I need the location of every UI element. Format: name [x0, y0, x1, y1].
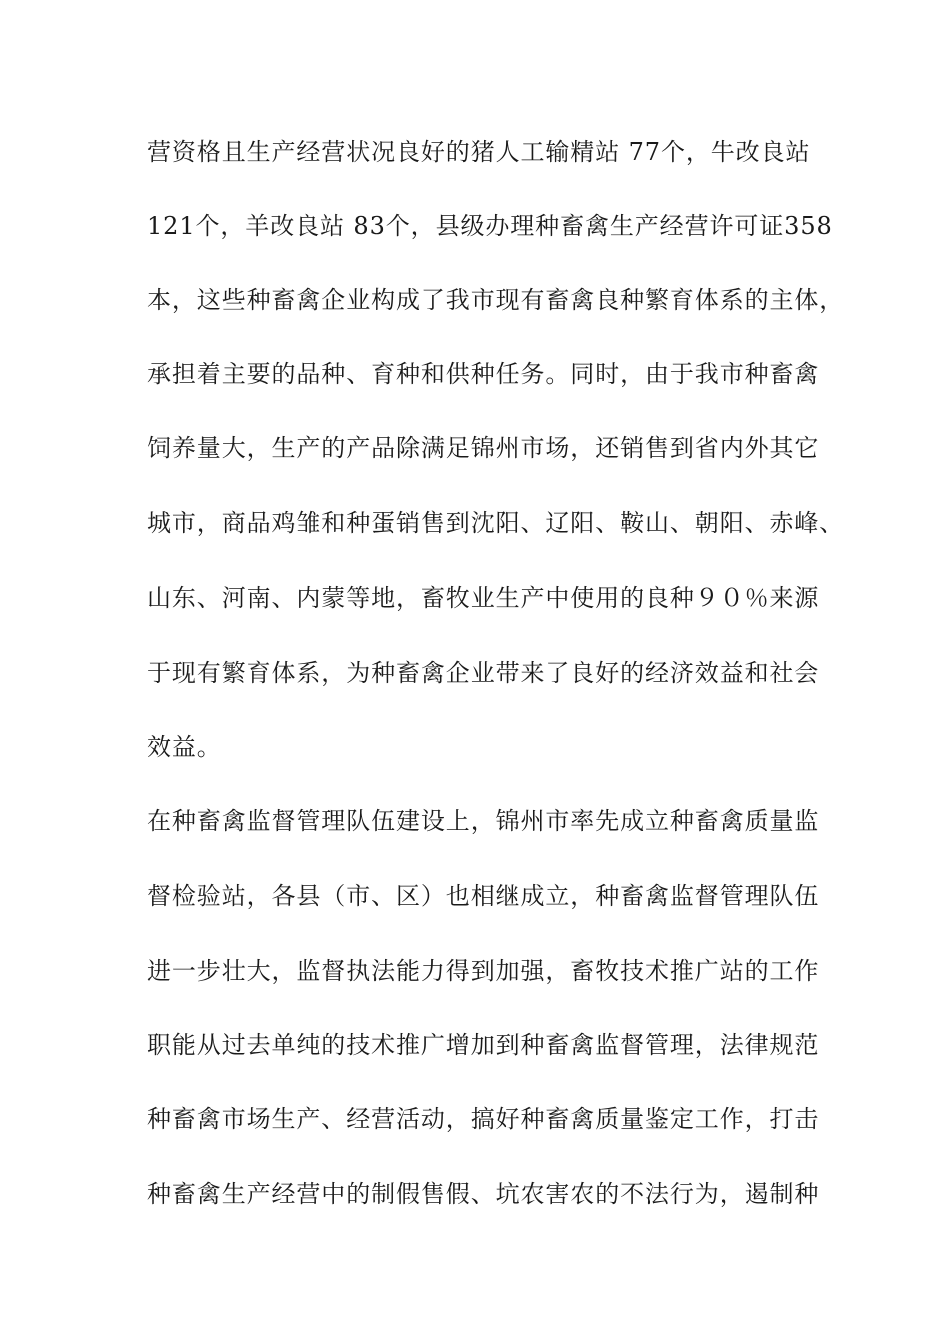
text-line: 饲养量大，生产的产品除满足锦州市场，还销售到省内外其它: [147, 434, 820, 462]
text-line: 营资格且生产经营状况良好的猪人工输精站 77个，牛改良站: [147, 138, 811, 166]
text-line: 本，这些种畜禽企业构成了我市现有畜禽良种繁育体系的主体，: [147, 286, 845, 314]
text-line: 督检验站，各县（市、区）也相继成立，种畜禽监督管理队伍: [147, 882, 820, 910]
text-line: 于现有繁育体系，为种畜禽企业带来了良好的经济效益和社会: [147, 659, 820, 687]
text-line: 效益。: [147, 733, 222, 761]
text-line: 山东、河南、内蒙等地，畜牧业生产中使用的良种９０％来源: [147, 584, 820, 612]
text-line: 城市，商品鸡雏和种蛋销售到沈阳、辽阳、鞍山、朝阳、赤峰、: [147, 509, 845, 537]
text-line: 种畜禽市场生产、经营活动，搞好种畜禽质量鉴定工作，打击: [147, 1105, 820, 1133]
text-line: 121个，羊改良站 83个，县级办理种畜禽生产经营许可证358: [147, 212, 833, 240]
text-line: 职能从过去单纯的技术推广增加到种畜禽监督管理，法律规范: [147, 1031, 820, 1059]
text-line: 种畜禽生产经营中的制假售假、坑农害农的不法行为，遏制种: [147, 1180, 820, 1208]
text-line: 进一步壮大，监督执法能力得到加强，畜牧技术推广站的工作: [147, 957, 820, 985]
text-line: 在种畜禽监督管理队伍建设上，锦州市率先成立种畜禽质量监: [147, 807, 820, 835]
text-line: 承担着主要的品种、育种和供种任务。同时，由于我市种畜禽: [147, 360, 820, 388]
